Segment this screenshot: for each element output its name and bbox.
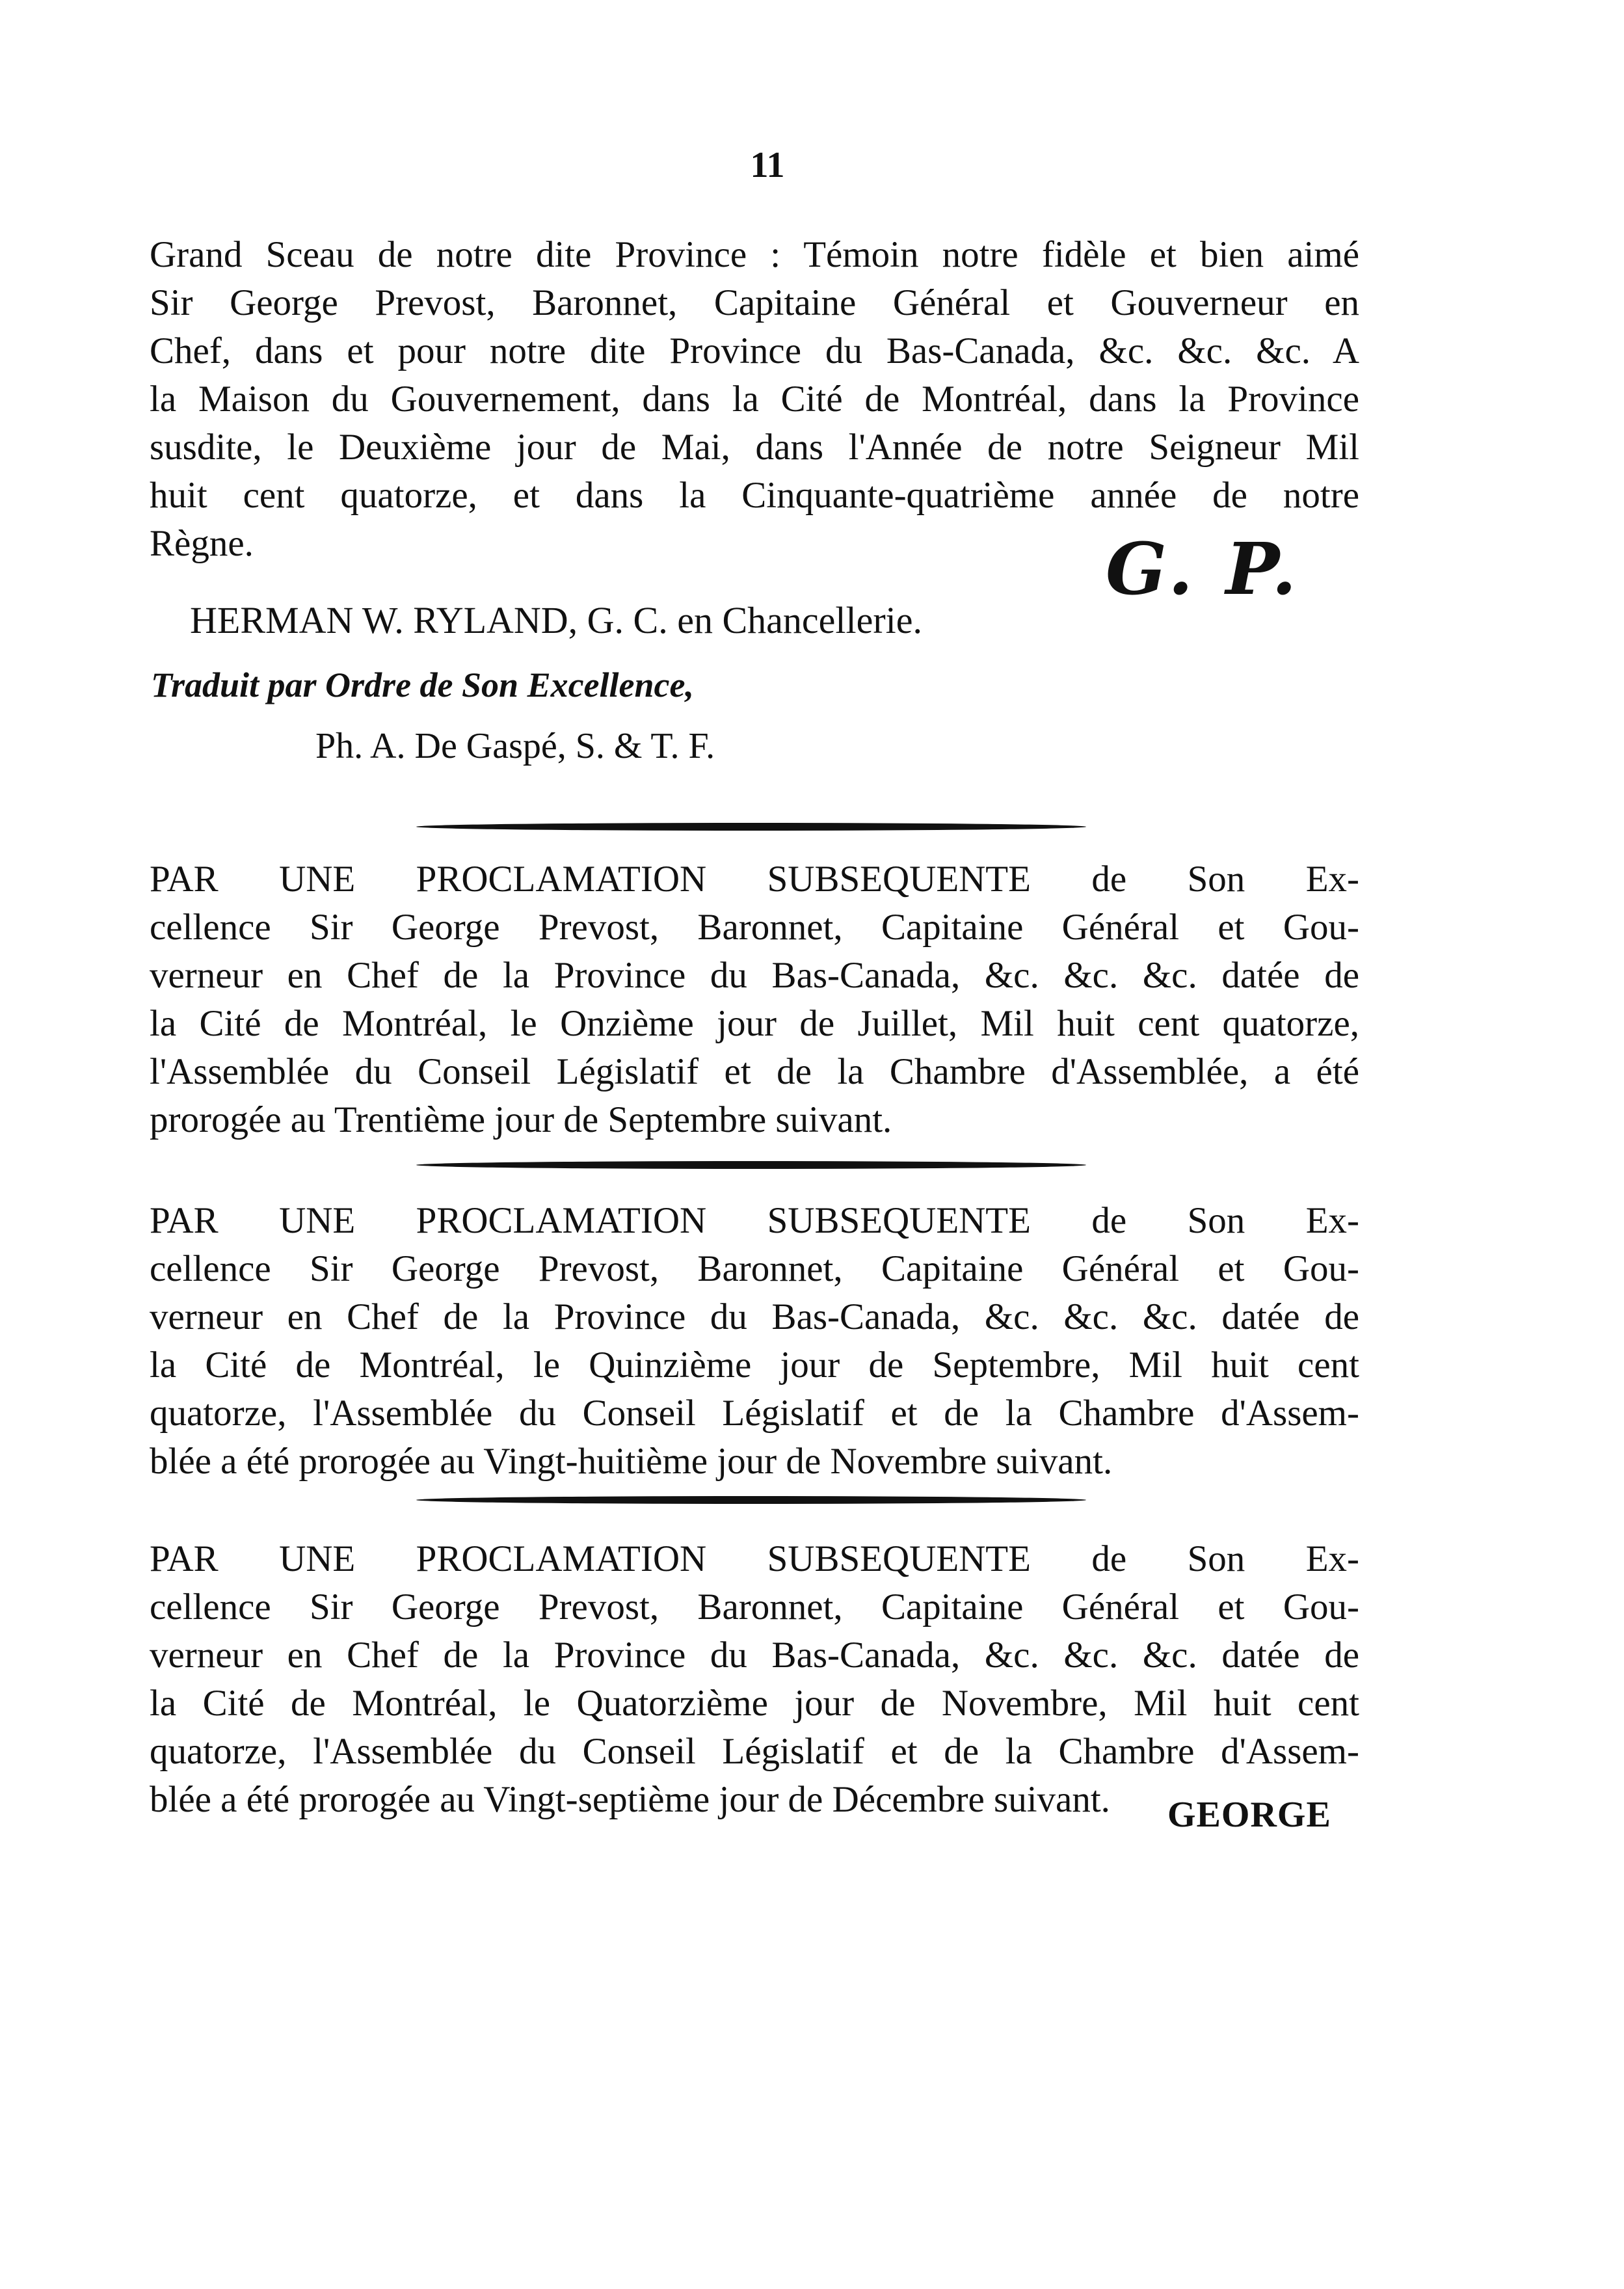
text-line: Grand Sceau de notre dite Province : Témoin notre fidèle et bien aimé bbox=[150, 234, 1359, 275]
text-line: l'Assemblée du Conseil Législatif et de la Chambre d'Assemblée, a été bbox=[150, 1051, 1359, 1092]
text-line: quatorze, l'Assemblée du Conseil Législatif et de la Chambre d'Assem- bbox=[150, 1393, 1359, 1434]
page-number: 11 bbox=[750, 145, 785, 185]
section-divider bbox=[416, 1161, 1086, 1169]
text-line: cellence Sir George Prevost, Baronnet, Capitaine Général et Gou- bbox=[150, 1586, 1359, 1627]
text-line: PAR UNE PROCLAMATION SUBSEQUENTE de Son Ex- bbox=[150, 859, 1359, 900]
text-line: la Maison du Gouvernement, dans la Cité de Montréal, dans la Province bbox=[150, 379, 1359, 420]
handwritten-signature: G. P. bbox=[1106, 527, 1301, 611]
text-line: Sir George Prevost, Baronnet, Capitaine Général et Gouverneur en bbox=[150, 282, 1359, 323]
text-line: la Cité de Montréal, le Quatorzième jour de Novembre, Mil huit cent bbox=[150, 1683, 1359, 1724]
translated-by-line: Traduit par Ordre de Son Excellence, bbox=[151, 665, 694, 704]
text-line: huit cent quatorze, et dans la Cinquante-quatrième année de notre bbox=[150, 475, 1359, 516]
text-line: prorogée au Trentième jour de Septembre suivant. bbox=[150, 1099, 892, 1140]
text-line: la Cité de Montréal, le Quinzième jour de Septembre, Mil huit cent bbox=[150, 1345, 1359, 1385]
section-divider bbox=[416, 823, 1086, 831]
proclamation-paragraph bbox=[150, 855, 1359, 1144]
signatory-line: HERMAN W. RYLAND, G. C. en Chancellerie. bbox=[190, 599, 923, 641]
text-line: verneur en Chef de la Province du Bas-Canada, &c. &c. &c. datée de bbox=[150, 1635, 1359, 1676]
proclamation-paragraph bbox=[150, 1197, 1359, 1486]
text-line: Règne. bbox=[150, 523, 254, 564]
text-line: Chef, dans et pour notre dite Province du Bas-Canada, &c. &c. &c. A bbox=[150, 330, 1359, 371]
catchword: GEORGE bbox=[1167, 1795, 1331, 1835]
text-line: PAR UNE PROCLAMATION SUBSEQUENTE de Son Ex- bbox=[150, 1538, 1359, 1579]
translator-line: Ph. A. De Gaspé, S. & T. F. bbox=[315, 726, 715, 766]
text-line: cellence Sir George Prevost, Baronnet, Capitaine Général et Gou- bbox=[150, 1248, 1359, 1289]
section-divider bbox=[416, 1496, 1086, 1504]
text-line: PAR UNE PROCLAMATION SUBSEQUENTE de Son Ex- bbox=[150, 1200, 1359, 1241]
text-line: susdite, le Deuxième jour de Mai, dans l'Année de notre Seigneur Mil bbox=[150, 427, 1359, 468]
text-line: la Cité de Montréal, le Onzième jour de Juillet, Mil huit cent quatorze, bbox=[150, 1003, 1359, 1044]
text-line: cellence Sir George Prevost, Baronnet, Capitaine Général et Gou- bbox=[150, 907, 1359, 948]
text-line: blée a été prorogée au Vingt-septième jour de Décembre suivant. bbox=[150, 1779, 1110, 1820]
text-line: blée a été prorogée au Vingt-huitième jour de Novembre suivant. bbox=[150, 1441, 1113, 1482]
text-line: quatorze, l'Assemblée du Conseil Législatif et de la Chambre d'Assem- bbox=[150, 1731, 1359, 1772]
text-line: verneur en Chef de la Province du Bas-Canada, &c. &c. &c. datée de bbox=[150, 955, 1359, 996]
proclamation-paragraph bbox=[150, 1535, 1359, 1824]
text-line: verneur en Chef de la Province du Bas-Canada, &c. &c. &c. datée de bbox=[150, 1296, 1359, 1337]
proclamation-closing-paragraph bbox=[150, 231, 1359, 568]
